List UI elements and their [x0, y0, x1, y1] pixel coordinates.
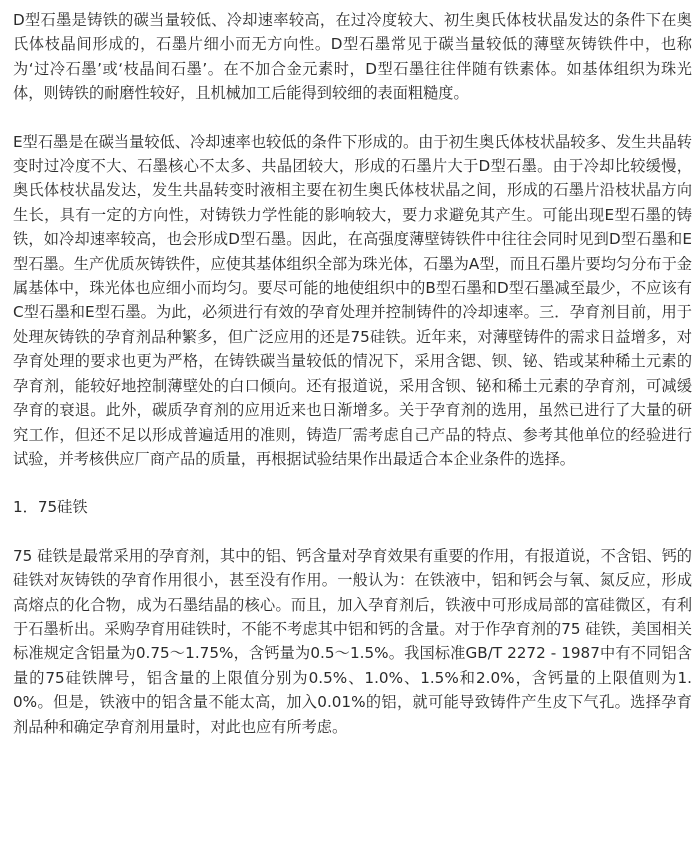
paragraph-spacer — [13, 471, 692, 495]
paragraph-d-type-graphite: D型石墨是铸铁的碳当量较低、冷却速率较高，在过冷度较大、初生奥氏体枝状晶发达的条件下在奥氏体枝晶间形成的，石墨片细小而无方向性。D型石墨常见于碳当量较低的薄壁灰铸铁件中，也称为‘过冷石墨’或‘枝晶间石墨’。在不加合金元素时，D型石墨往往伴随有铁素体。如基体组织为珠光体，则铸铁的耐磨性较好，且机械加工后能得到较细的表面粗糙度。 — [13, 11, 692, 103]
paragraph-spacer — [13, 106, 692, 130]
paragraph-75-ferrosilicon: 75 硅铁是最常采用的孕育剂，其中的铝、钙含量对孕育效果有重要的作用，有报道说，不含铝、钙的硅铁对灰铸铁的孕育作用很小，甚至没有作用。一般认为：在铁液中，铝和钙会与氧、氮反应，形成高熔点的化合物，成为石墨结晶的核心。而且，加入孕育剂后，铁液中可形成局部的富硅微区，有利于石墨析出。采购孕育用硅铁时，不能不考虑其中铝和钙的含量。对于作孕育剂的75 硅铁，美国相关标准规定含铝量为0.75～1.75%，含钙量为0.5～1.5%。我国标准GB/T 2272 - 1987中有不同铝含量的75硅铁牌号，铝含量的上限值分别为0.5%、1.0%、1.5%和2.0%，含钙量的上限值则为1.0%。但是，铁液中的铝含量不能太高，加入0.01%的铝，就可能导致铸件产生皮下气孔。选择孕育剂品种和确定孕育剂用量时，对此也应有所考虑。 — [13, 546, 692, 736]
paragraph-e-type-graphite: E型石墨是在碳当量较低、冷却速率也较低的条件下形成的。由于初生奥氏体枝状晶较多、发生共晶转变时过冷度不大、石墨核心不太多、共晶团较大，形成的石墨片大于D型石墨。由于冷却比较缓慢，奥氏体枝状晶发达，发生共晶转变时液相主要在初生奥氏体枝状晶之间，形成的石墨片沿枝状晶方向生长，具有一定的方向性，对铸铁力学性能的影响较大，要力求避免其产生。可能出现E型石墨的铸铁，如冷却速率较高，也会形成D型石墨。因此，在高强度薄壁铸铁件中往往会同时见到D型石墨和E型石墨。生产优质灰铸铁件，应使其基体组织全部为珠光体，石墨为A型，而且石墨片要均匀分布于金属基体中，珠光体也应细小而均匀。要尽可能的地使组织中的B型石墨和D型石墨减至最少，不应该有C型石墨和E型石墨。为此，必须进行有效的孕育处理并控制铸件的冷却速率。三．孕育剂目前，用于处理灰铸铁的孕育剂品种繁多，但广泛应用的还是75硅铁。近年来，对薄壁铸件的需求日益增多，对孕育处理的要求也更为严格，在铸铁碳当量较低的情况下，采用含锶、钡、铋、锆或某种稀土元素的孕育剂，能较好地控制薄壁处的白口倾向。还有报道说，采用含钡、铋和稀土元素的孕育剂，可减缓孕育的衰退。此外，碳质孕育剂的应用近来也日渐增多。关于孕育剂的选用，虽然已进行了大量的研究工作，但还不足以形成普遍适用的准则，铸造厂需考虑自己产品的特点、参考其他单位的经验进行试验，并考核供应厂商产品的质量，再根据试验结果作出最适合本企业条件的选择。 — [13, 132, 692, 468]
section-heading-75-ferrosilicon: 1．75硅铁 — [13, 498, 88, 517]
paragraph-spacer — [13, 520, 692, 544]
